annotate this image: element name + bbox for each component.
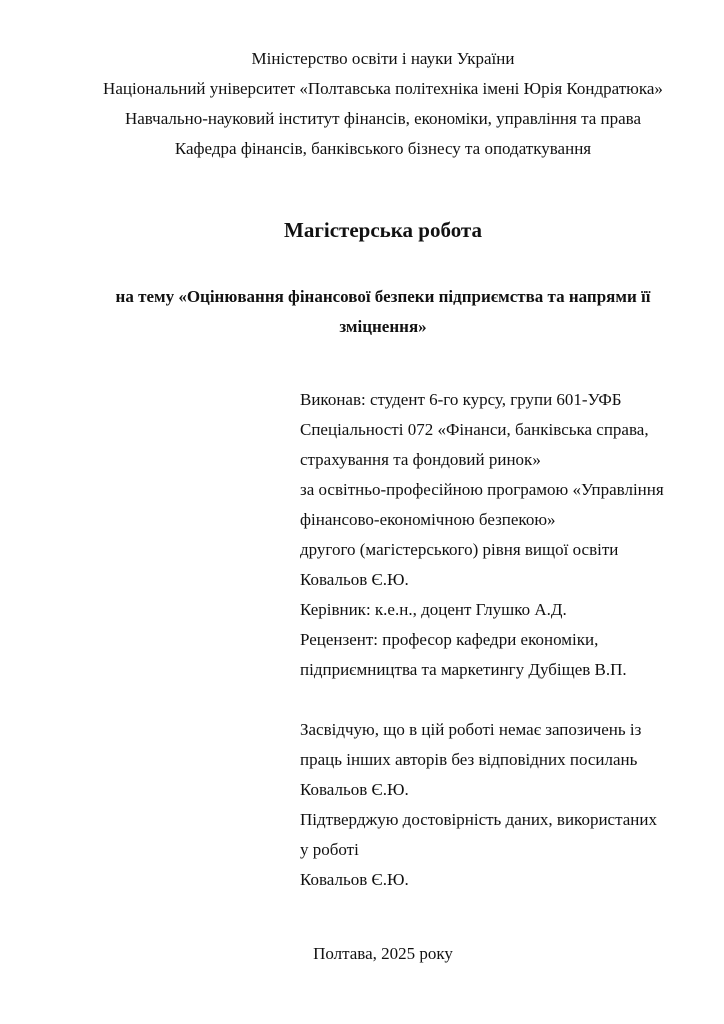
reviewer-line: Рецензент: професор кафедри економіки, <box>300 630 599 649</box>
performer-line: Виконав: студент 6-го курсу, групи 601-УФБ <box>300 390 622 409</box>
author-name-line: Ковальов Є.Ю. <box>300 570 409 589</box>
thesis-topic-block <box>88 282 678 342</box>
institute-line: Навчально-науковий інститут фінансів, економіки, управління та права <box>124 109 642 128</box>
ministry-line: Міністерство освіти і науки України <box>251 49 515 68</box>
thesis-topic-line: на тему «Оцінювання фінансової безпеки підприємства та напрями її <box>115 287 651 306</box>
declaration-line: Підтверджую достовірність даних, використаних <box>300 810 657 829</box>
declaration-line: Засвідчую, що в цій роботі немає запозичень із <box>300 720 642 739</box>
university-line: Національний університет «Полтавська політехніка імені Юрія Кондратюка» <box>103 79 663 98</box>
author-name-line: Ковальов Є.Ю. <box>300 870 409 889</box>
department-line: Кафедра фінансів, банківського бізнесу та оподаткування <box>174 139 592 158</box>
city-year-text: Полтава, 2025 року <box>313 944 453 963</box>
blank-line <box>300 685 690 715</box>
specialty-line: страхування та фондовий ринок» <box>300 450 541 469</box>
thesis-topic-line: зміцнення» <box>339 317 427 336</box>
declaration-line: праць інших авторів без відповідних посилань <box>300 750 638 769</box>
author-name-line: Ковальов Є.Ю. <box>300 780 409 799</box>
declaration-line: у роботі <box>300 840 359 859</box>
program-line: за освітньо-професійною програмою «Управління <box>300 480 664 499</box>
thesis-type-title: Магістерська робота <box>284 218 482 242</box>
details-block <box>300 385 690 895</box>
degree-level-line: другого (магістерського) рівня вищої освіти <box>300 540 619 559</box>
program-line: фінансово-економічною безпекою» <box>300 510 556 529</box>
city-year-line <box>88 939 678 969</box>
specialty-line: Спеціальності 072 «Фінанси, банківська справа, <box>300 420 649 439</box>
header-block <box>88 44 678 164</box>
reviewer-line: підприємництва та маркетингу Дубіщев В.П. <box>300 660 627 679</box>
supervisor-line: Керівник: к.е.н., доцент Глушко А.Д. <box>300 600 567 619</box>
